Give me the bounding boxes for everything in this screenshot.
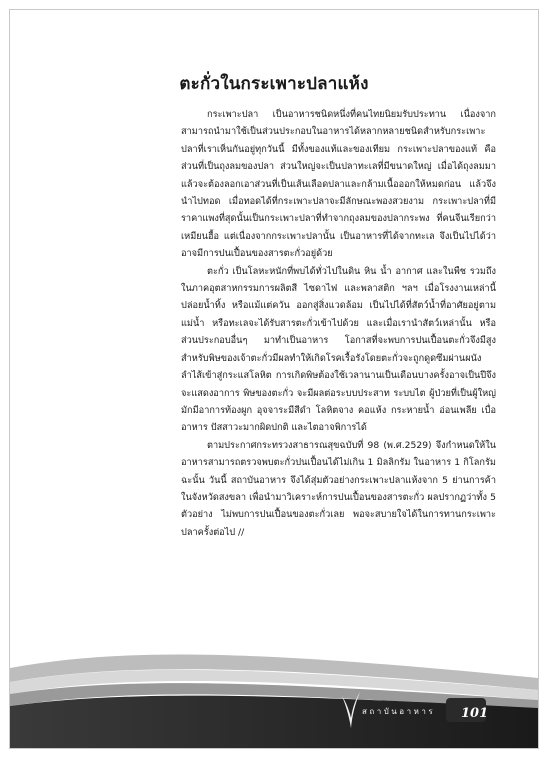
article-paragraph: กระเพาะปลา เป็นอาหารชนิดหนึ่งที่คนไทยนิยมรับประทาน เนื่องจากสามารถนำมาใช้เป็นส่วนประกอบในอาหารได้หลากหลายชนิดสำหรับกระเพาะปลาที่เราเห็นกันอยู่ทุกวันนี้ มีทั้งของแท้และของเทียม กระเพาะปลาของแท้ คือส่วนที่เป็นถุงลมของปลา ส่วนใหญ่จะเป็นปลาทะเลที่มีขนาดใหญ่ เมื่อได้ถุงลมมาแล้วจะต้องลอกเอาส่วนที่เป็นเส้นเลือดปลาและกล้ามเนื้อออกให้หมดก่อน แล้วจึงนำไปทอด เมื่อทอดได้ที่กระเพาะปลาจะมีลักษณะพองสวยงาม กระเพาะปลาที่มีราคาแพงที่สุดนั้นเป็นกระเพาะปลาที่ทำจากถุงลมของปลากระพง ที่คนจีนเรียกว่า เหมียนฮื้อ แต่เนื่องจากกระเพาะปลานั้น เป็นอาหารที่ได้จากทะเล จึงเป็นไปได้ว่าอาจมีการปนเปื้อนของสารตะกั่วอยู่ด้วย xyxy=(181,109,496,260)
article-paragraph: ตะกั่ว เป็นโลหะหนักที่พบได้ทั่วไปในดิน หิน น้ำ อากาศ และในพืช รวมถึงในภาคอุตสาหกรรมการผลิตสี ไซดาไฟ และพลาสติก ฯลฯ เมื่อโรงงานเหล่านี้ปล่อยน้ำทิ้ง หรือแม้แต่ควัน ออกสู่สิ่งแวดล้อม เป็นไปได้ที่สัตว์น้ำที่อาศัยอยู่ตามแม่น้ำ หรือทะเลจะได้รับสารตะกั่วเข้าไปด้วย และเมื่อเรานำสัตว์เหล่านั้น หรือส่วนประกอบอื่นๆ มาทำเป็นอาหาร โอกาสที่จะพบการปนเปื้อนตะกั่วจึงมีสูง สำหรับพิษของเจ้าตะกั่วมีผลทำให้เกิดโรคเรื้อรังโดยตะกั่วจะถูกดูดซึมผ่านผนังลำไส้เข้าสู่กระแสโลหิต การเกิดพิษต้องใช้เวลานานเป็นเดือนบางครั้งอาจเป็นปีจึงจะแสดงอาการ พิษของตะกั่ว จะมีผลต่อระบบประสาท ระบบไต ผู้ป่วยที่เป็นผู้ใหญ่มักมีอาการท้องผูก อุจจาระมีสีดำ โลหิตจาง คอแห้ง กระหายน้ำ อ่อนเพลีย เบื่ออาหาร ปัสสาวะมากผิดปกติ และไตอาจพิการได้ xyxy=(181,265,496,434)
institute-logo-icon xyxy=(340,690,362,730)
article-paragraph: ตามประกาศกระทรวงสาธารณสุขฉบับที่ 98 (พ.ศ.2529) จึงกำหนดให้ในอาหารสามารถตรวจพบตะกั่วปนเปื้อนได้ไม่เกิน 1 มิลลิกรัม ในอาหาร 1 กิโลกรัม ฉะนั้น วันนี้ สถาบันอาหาร จึงได้สุ่มตัวอย่างกระเพาะปลาแห้งจาก 5 ย่านการค้า ในจังหวัดสงขลา เพื่อนำมาวิเคราะห์การปนเปื้อนของสารตะกั่ว ผลปรากฏว่าทั้ง 5 ตัวอย่าง ไม่พบการปนเปื้อนของตะกั่วเลย พอจะสบายใจได้ในการทานกระเพาะปลาครั้งต่อไป // xyxy=(181,439,496,538)
page-number: 101 xyxy=(461,706,489,721)
article-body xyxy=(181,106,496,541)
document-page xyxy=(9,9,539,749)
article-title: ตะกั่วในกระเพาะปลาแห้ง xyxy=(179,74,369,94)
footer-publisher-label: สถาบันอาหาร xyxy=(362,707,436,716)
footer-wave-decoration xyxy=(10,638,538,748)
